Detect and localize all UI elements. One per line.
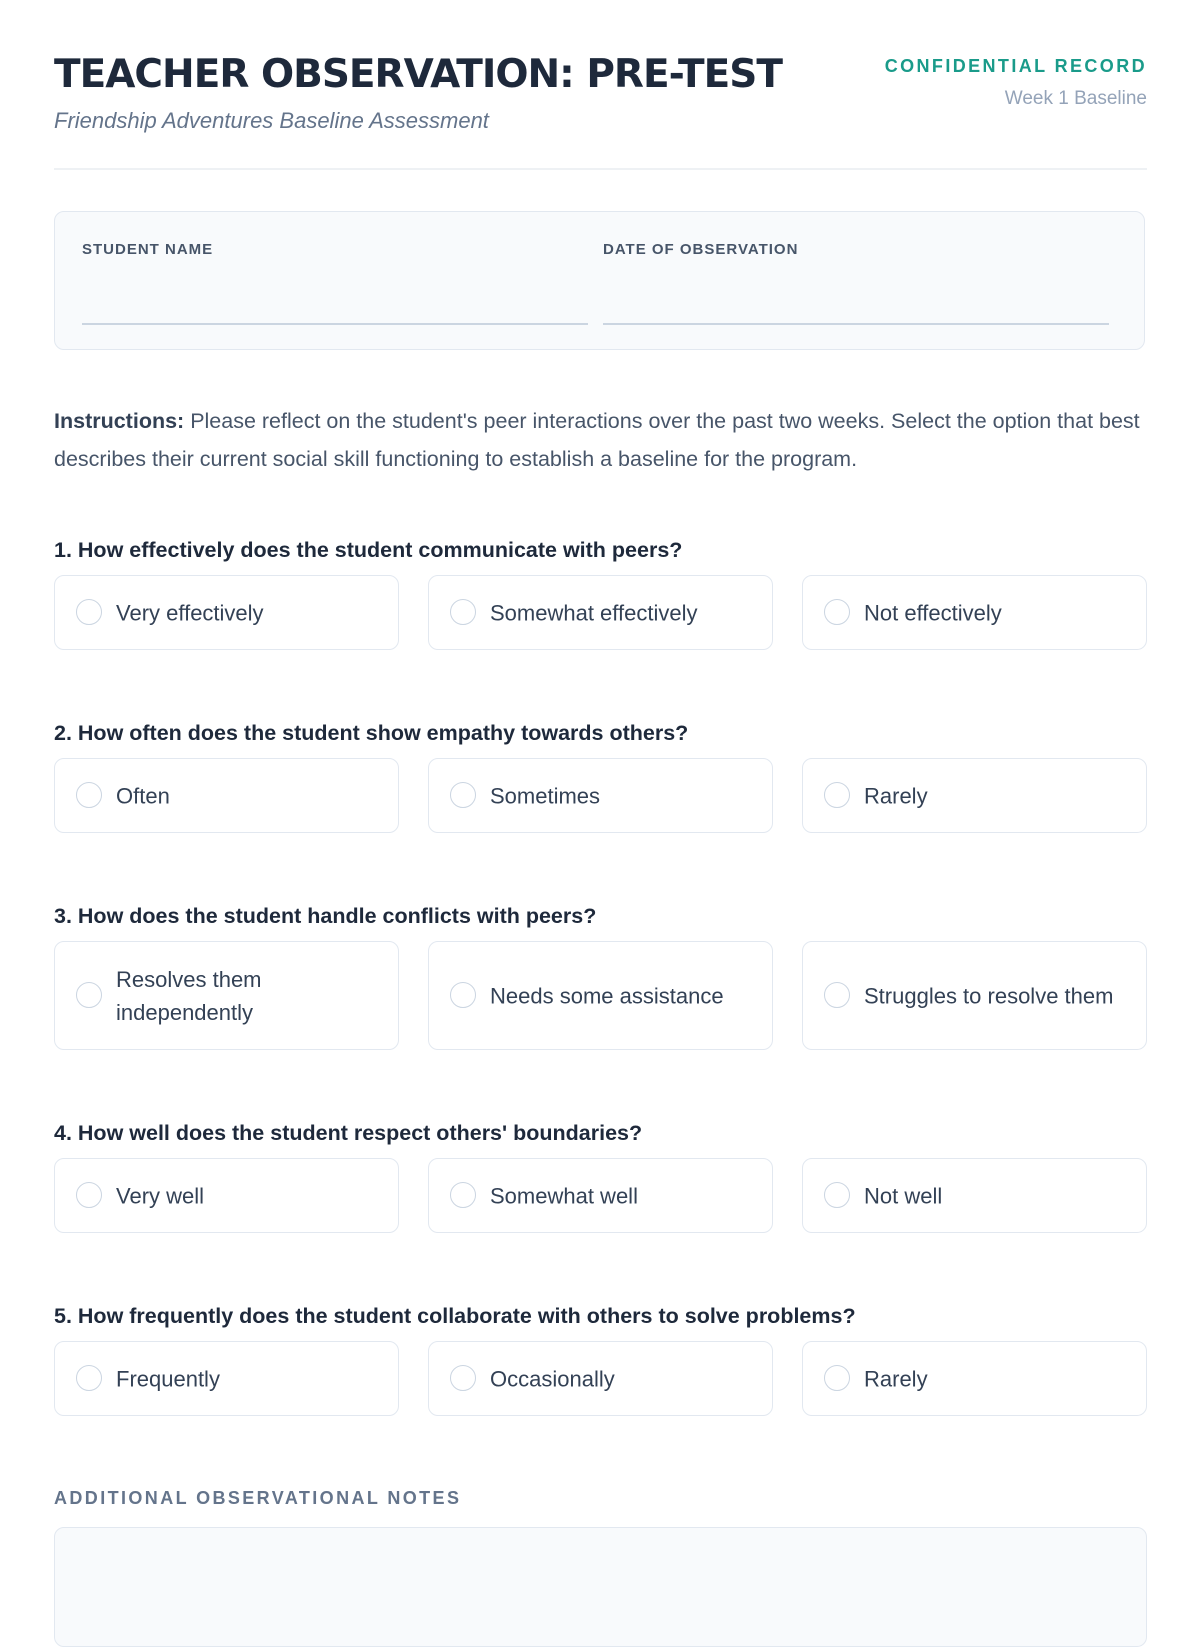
question-title: 1. How effectively does the student communicate with peers? (54, 538, 683, 562)
option-very-well[interactable] (54, 1158, 399, 1233)
question-title: 5. How frequently does the student collaborate with others to solve problems? (54, 1304, 856, 1328)
notes-label: ADDITIONAL OBSERVATIONAL NOTES (54, 1488, 462, 1508)
question-title: 3. How does the student handle conflicts with peers? (54, 904, 597, 928)
radio-button[interactable] (76, 599, 102, 625)
option-group (54, 575, 1147, 650)
radio-button[interactable] (76, 1365, 102, 1391)
option-group (54, 758, 1147, 833)
option-resolves-independently[interactable] (54, 941, 399, 1050)
radio-button[interactable] (450, 1365, 476, 1391)
observation-date-label: DATE OF OBSERVATION (603, 241, 799, 258)
option-needs-assistance[interactable] (428, 941, 773, 1050)
instructions-body: Please reflect on the student's peer interactions over the past two weeks. Select the option that best describes their current social skill functioning to establish a baseline for the program. (54, 409, 1140, 471)
radio-button[interactable] (450, 599, 476, 625)
option-label: Very effectively (116, 600, 264, 625)
student-info-box (54, 211, 1145, 350)
option-label: Frequently (116, 1366, 220, 1391)
option-group (54, 1158, 1147, 1233)
radio-button[interactable] (824, 1182, 850, 1208)
instructions-lead: Instructions: (54, 409, 185, 433)
option-label: Sometimes (490, 783, 601, 808)
week-label: Week 1 Baseline (1004, 88, 1147, 109)
option-label: Not well (864, 1183, 943, 1208)
option-label: Occasionally (490, 1366, 615, 1391)
option-very-effectively[interactable] (54, 575, 399, 650)
option-not-effectively[interactable] (802, 575, 1147, 650)
question-title: 2. How often does the student show empathy towards others? (54, 721, 689, 745)
notes-textarea[interactable] (54, 1527, 1147, 1647)
option-label: Somewhat well (490, 1183, 638, 1208)
observation-date-field[interactable] (603, 212, 1109, 349)
option-label: Very well (116, 1183, 205, 1208)
student-name-line[interactable] (82, 323, 588, 325)
form-header (54, 0, 1147, 170)
question-title: 4. How well does the student respect others' boundaries? (54, 1121, 643, 1145)
page-title: TEACHER OBSERVATION: PRE-TEST (54, 52, 782, 97)
option-often[interactable] (54, 758, 399, 833)
student-name-label: STUDENT NAME (82, 241, 214, 258)
radio-button[interactable] (450, 1182, 476, 1208)
observation-date-line[interactable] (603, 323, 1109, 325)
option-label: Rarely (864, 1366, 928, 1391)
option-struggles-to-resolve[interactable] (802, 941, 1147, 1050)
confidential-badge: CONFIDENTIAL RECORD (884, 56, 1147, 76)
radio-button[interactable] (76, 782, 102, 808)
option-label: Often (116, 783, 170, 808)
radio-button[interactable] (824, 599, 850, 625)
radio-button[interactable] (824, 782, 850, 808)
option-rarely[interactable] (802, 758, 1147, 833)
option-group (54, 1341, 1147, 1416)
option-rarely[interactable] (802, 1341, 1147, 1416)
observation-form (54, 0, 1147, 1508)
option-label: Needs some assistance (490, 983, 724, 1008)
radio-button[interactable] (824, 982, 850, 1008)
page-subtitle: Friendship Adventures Baseline Assessment (54, 108, 489, 133)
option-occasionally[interactable] (428, 1341, 773, 1416)
radio-button[interactable] (76, 982, 102, 1008)
radio-button[interactable] (824, 1365, 850, 1391)
option-label: Rarely (864, 783, 928, 808)
option-somewhat-effectively[interactable] (428, 575, 773, 650)
option-label: Struggles to resolve them (864, 983, 1114, 1008)
instructions-text (54, 402, 1147, 478)
option-frequently[interactable] (54, 1341, 399, 1416)
option-not-well[interactable] (802, 1158, 1147, 1233)
option-group (54, 941, 1147, 1050)
option-label: Resolves them independently (116, 966, 262, 1025)
radio-button[interactable] (450, 782, 476, 808)
student-name-field[interactable] (82, 212, 588, 349)
option-label: Somewhat effectively (490, 600, 698, 625)
option-label: Not effectively (864, 600, 1002, 625)
radio-button[interactable] (76, 1182, 102, 1208)
option-sometimes[interactable] (428, 758, 773, 833)
option-somewhat-well[interactable] (428, 1158, 773, 1233)
radio-button[interactable] (450, 982, 476, 1008)
